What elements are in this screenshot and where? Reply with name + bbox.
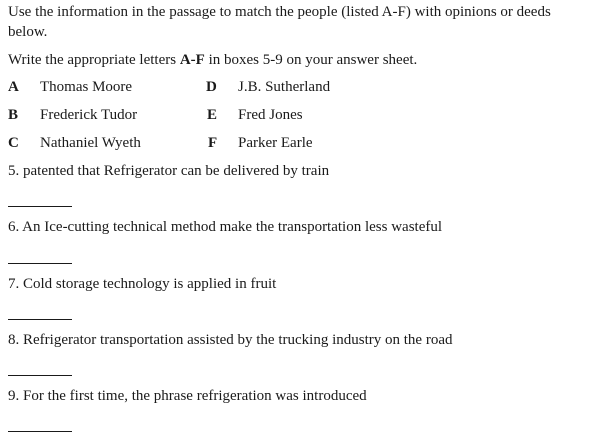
answer-blank-8[interactable] [8, 375, 72, 376]
people-row-1 [8, 77, 588, 97]
instruction-suffix: in boxes 5-9 on your answer sheet. [204, 52, 418, 68]
person-name-f: Parker Earle [238, 135, 313, 151]
answer-blank-7[interactable] [8, 319, 72, 320]
person-name-a: Thomas Moore [40, 79, 133, 95]
answer-blank-5[interactable] [8, 206, 72, 207]
person-letter-e: E [207, 107, 218, 123]
person-name-b: Frederick Tudor [40, 107, 138, 123]
question-8: 8. Refrigerator transportation assisted by the trucking industry on the road [8, 332, 453, 348]
question-5: 5. patented that Refrigerator can be delivered by train [8, 163, 330, 179]
person-name-d: J.B. Sutherland [238, 79, 331, 95]
people-row-2 [8, 105, 588, 125]
instruction-range: A-F [179, 52, 205, 68]
answer-blank-9[interactable] [8, 431, 72, 432]
question-6: 6. An Ice-cutting technical method make the transportation less wasteful [8, 219, 443, 235]
people-row-3 [8, 133, 588, 153]
instruction-text [8, 51, 417, 69]
person-letter-a: A [8, 79, 19, 95]
answer-blank-6[interactable] [8, 263, 72, 264]
person-letter-c: C [8, 135, 19, 151]
person-letter-b: B [8, 107, 19, 123]
instruction-prefix: Write the appropriate letters [8, 52, 180, 68]
person-name-c: Nathaniel Wyeth [40, 135, 141, 151]
question-7: 7. Cold storage technology is applied in fruit [8, 276, 277, 292]
person-letter-d: D [206, 79, 217, 95]
person-name-e: Fred Jones [238, 107, 303, 123]
matching-exercise [8, 2, 588, 404]
question-9: 9. For the first time, the phrase refrigeration was introduced [8, 388, 367, 404]
intro-text: Use the information in the passage to match the people (listed A-F) with opinions or deeds below. [8, 4, 551, 40]
person-letter-f: F [208, 135, 218, 151]
